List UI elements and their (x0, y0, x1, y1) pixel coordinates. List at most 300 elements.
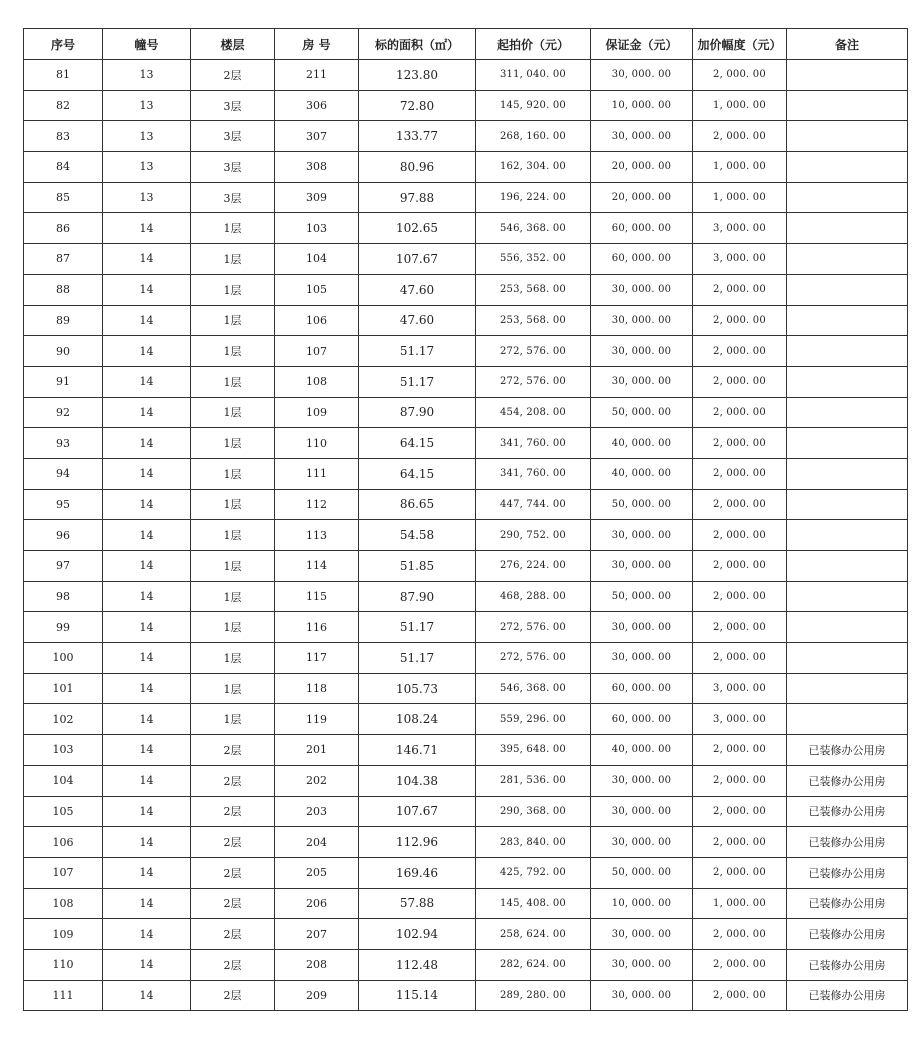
area-cell: 86.65 (359, 489, 476, 520)
serial-no-cell: 96 (24, 520, 103, 551)
serial-no-cell: 104 (24, 765, 103, 796)
remarks-cell (787, 458, 908, 489)
bid-increment-cell: 2, 000. 00 (693, 919, 787, 950)
building-no-cell: 14 (103, 520, 191, 551)
header-area: 标的面积（㎡） (359, 29, 476, 60)
floor-cell: 2层 (191, 949, 275, 980)
deposit-cell: 10, 000. 00 (591, 888, 693, 919)
deposit-cell: 10, 000. 00 (591, 90, 693, 121)
building-no-cell: 14 (103, 336, 191, 367)
header-floor: 楼层 (191, 29, 275, 60)
building-no-cell: 14 (103, 888, 191, 919)
bid-increment-cell: 2, 000. 00 (693, 857, 787, 888)
building-no-cell: 13 (103, 152, 191, 183)
room-no-cell: 207 (275, 919, 359, 950)
table-row (24, 520, 908, 551)
area-cell: 72.80 (359, 90, 476, 121)
area-cell: 51.17 (359, 366, 476, 397)
floor-cell: 2层 (191, 827, 275, 858)
room-no-cell: 202 (275, 765, 359, 796)
bid-increment-cell: 2, 000. 00 (693, 949, 787, 980)
bid-increment-cell: 2, 000. 00 (693, 397, 787, 428)
starting-price-cell: 311, 040. 00 (476, 60, 591, 91)
serial-no-cell: 98 (24, 581, 103, 612)
building-no-cell: 13 (103, 60, 191, 91)
serial-no-cell: 84 (24, 152, 103, 183)
starting-price-cell: 272, 576. 00 (476, 366, 591, 397)
room-no-cell: 113 (275, 520, 359, 551)
bid-increment-cell: 2, 000. 00 (693, 458, 787, 489)
area-cell: 112.48 (359, 949, 476, 980)
room-no-cell: 107 (275, 336, 359, 367)
serial-no-cell: 110 (24, 949, 103, 980)
table-row (24, 735, 908, 766)
room-no-cell: 114 (275, 551, 359, 582)
bid-increment-cell: 1, 000. 00 (693, 152, 787, 183)
building-no-cell: 14 (103, 244, 191, 275)
building-no-cell: 14 (103, 489, 191, 520)
starting-price-cell: 290, 752. 00 (476, 520, 591, 551)
starting-price-cell: 546, 368. 00 (476, 213, 591, 244)
bid-increment-cell: 2, 000. 00 (693, 520, 787, 551)
deposit-cell: 40, 000. 00 (591, 458, 693, 489)
floor-cell: 2层 (191, 919, 275, 950)
room-no-cell: 204 (275, 827, 359, 858)
remarks-cell: 已装修办公用房 (787, 919, 908, 950)
area-cell: 87.90 (359, 581, 476, 612)
floor-cell: 1层 (191, 274, 275, 305)
building-no-cell: 13 (103, 182, 191, 213)
deposit-cell: 30, 000. 00 (591, 612, 693, 643)
building-no-cell: 14 (103, 213, 191, 244)
floor-cell: 1层 (191, 612, 275, 643)
area-cell: 115.14 (359, 980, 476, 1011)
building-no-cell: 14 (103, 919, 191, 950)
starting-price-cell: 272, 576. 00 (476, 612, 591, 643)
remarks-cell (787, 643, 908, 674)
table-row (24, 612, 908, 643)
starting-price-cell: 145, 408. 00 (476, 888, 591, 919)
room-no-cell: 112 (275, 489, 359, 520)
table-row (24, 428, 908, 459)
deposit-cell: 50, 000. 00 (591, 397, 693, 428)
table-row (24, 244, 908, 275)
deposit-cell: 50, 000. 00 (591, 489, 693, 520)
area-cell: 146.71 (359, 735, 476, 766)
deposit-cell: 30, 000. 00 (591, 827, 693, 858)
table-row (24, 857, 908, 888)
header-room-no: 房 号 (275, 29, 359, 60)
room-no-cell: 108 (275, 366, 359, 397)
area-cell: 108.24 (359, 704, 476, 735)
bid-increment-cell: 3, 000. 00 (693, 704, 787, 735)
room-no-cell: 309 (275, 182, 359, 213)
serial-no-cell: 82 (24, 90, 103, 121)
building-no-cell: 14 (103, 581, 191, 612)
table-row (24, 581, 908, 612)
serial-no-cell: 108 (24, 888, 103, 919)
starting-price-cell: 395, 648. 00 (476, 735, 591, 766)
floor-cell: 2层 (191, 857, 275, 888)
table-row (24, 949, 908, 980)
area-cell: 105.73 (359, 673, 476, 704)
deposit-cell: 30, 000. 00 (591, 765, 693, 796)
area-cell: 51.17 (359, 336, 476, 367)
remarks-cell (787, 397, 908, 428)
building-no-cell: 14 (103, 735, 191, 766)
deposit-cell: 20, 000. 00 (591, 182, 693, 213)
floor-cell: 2层 (191, 980, 275, 1011)
building-no-cell: 14 (103, 796, 191, 827)
deposit-cell: 30, 000. 00 (591, 336, 693, 367)
building-no-cell: 14 (103, 305, 191, 336)
remarks-cell: 已装修办公用房 (787, 735, 908, 766)
starting-price-cell: 272, 576. 00 (476, 336, 591, 367)
starting-price-cell: 282, 624. 00 (476, 949, 591, 980)
starting-price-cell: 268, 160. 00 (476, 121, 591, 152)
remarks-cell: 已装修办公用房 (787, 980, 908, 1011)
room-no-cell: 119 (275, 704, 359, 735)
deposit-cell: 30, 000. 00 (591, 305, 693, 336)
remarks-cell (787, 244, 908, 275)
starting-price-cell: 196, 224. 00 (476, 182, 591, 213)
bid-increment-cell: 2, 000. 00 (693, 60, 787, 91)
building-no-cell: 14 (103, 397, 191, 428)
remarks-cell (787, 152, 908, 183)
room-no-cell: 104 (275, 244, 359, 275)
remarks-cell: 已装修办公用房 (787, 949, 908, 980)
serial-no-cell: 88 (24, 274, 103, 305)
serial-no-cell: 85 (24, 182, 103, 213)
area-cell: 47.60 (359, 305, 476, 336)
remarks-cell (787, 336, 908, 367)
floor-cell: 1层 (191, 704, 275, 735)
room-no-cell: 116 (275, 612, 359, 643)
bid-increment-cell: 3, 000. 00 (693, 213, 787, 244)
serial-no-cell: 105 (24, 796, 103, 827)
table-row (24, 489, 908, 520)
remarks-cell (787, 428, 908, 459)
table-row (24, 796, 908, 827)
building-no-cell: 14 (103, 980, 191, 1011)
table-row (24, 60, 908, 91)
starting-price-cell: 468, 288. 00 (476, 581, 591, 612)
building-no-cell: 14 (103, 551, 191, 582)
room-no-cell: 109 (275, 397, 359, 428)
table-row (24, 121, 908, 152)
starting-price-cell: 290, 368. 00 (476, 796, 591, 827)
starting-price-cell: 253, 568. 00 (476, 274, 591, 305)
bid-increment-cell: 2, 000. 00 (693, 796, 787, 827)
floor-cell: 3层 (191, 152, 275, 183)
starting-price-cell: 145, 920. 00 (476, 90, 591, 121)
bid-increment-cell: 2, 000. 00 (693, 489, 787, 520)
header-deposit: 保证金（元） (591, 29, 693, 60)
header-remarks: 备注 (787, 29, 908, 60)
floor-cell: 1层 (191, 213, 275, 244)
table-row (24, 919, 908, 950)
area-cell: 102.65 (359, 213, 476, 244)
table-row (24, 673, 908, 704)
serial-no-cell: 100 (24, 643, 103, 674)
table-row (24, 704, 908, 735)
serial-no-cell: 92 (24, 397, 103, 428)
remarks-cell (787, 305, 908, 336)
remarks-cell (787, 366, 908, 397)
remarks-cell (787, 60, 908, 91)
floor-cell: 1层 (191, 551, 275, 582)
deposit-cell: 20, 000. 00 (591, 152, 693, 183)
serial-no-cell: 102 (24, 704, 103, 735)
area-cell: 47.60 (359, 274, 476, 305)
starting-price-cell: 253, 568. 00 (476, 305, 591, 336)
room-no-cell: 205 (275, 857, 359, 888)
deposit-cell: 30, 000. 00 (591, 949, 693, 980)
area-cell: 107.67 (359, 244, 476, 275)
table-row (24, 765, 908, 796)
serial-no-cell: 94 (24, 458, 103, 489)
room-no-cell: 106 (275, 305, 359, 336)
starting-price-cell: 425, 792. 00 (476, 857, 591, 888)
serial-no-cell: 90 (24, 336, 103, 367)
building-no-cell: 13 (103, 90, 191, 121)
serial-no-cell: 89 (24, 305, 103, 336)
floor-cell: 1层 (191, 305, 275, 336)
remarks-cell: 已装修办公用房 (787, 888, 908, 919)
table-row (24, 888, 908, 919)
area-cell: 133.77 (359, 121, 476, 152)
serial-no-cell: 93 (24, 428, 103, 459)
bid-increment-cell: 2, 000. 00 (693, 121, 787, 152)
serial-no-cell: 97 (24, 551, 103, 582)
building-no-cell: 14 (103, 765, 191, 796)
starting-price-cell: 341, 760. 00 (476, 428, 591, 459)
remarks-cell: 已装修办公用房 (787, 765, 908, 796)
building-no-cell: 14 (103, 704, 191, 735)
table-row (24, 336, 908, 367)
area-cell: 51.85 (359, 551, 476, 582)
deposit-cell: 30, 000. 00 (591, 366, 693, 397)
remarks-cell (787, 489, 908, 520)
room-no-cell: 308 (275, 152, 359, 183)
building-no-cell: 14 (103, 643, 191, 674)
building-no-cell: 14 (103, 827, 191, 858)
starting-price-cell: 556, 352. 00 (476, 244, 591, 275)
bid-increment-cell: 1, 000. 00 (693, 182, 787, 213)
bid-increment-cell: 2, 000. 00 (693, 827, 787, 858)
starting-price-cell: 162, 304. 00 (476, 152, 591, 183)
auction-listing-table (23, 28, 908, 1011)
table-row (24, 213, 908, 244)
starting-price-cell: 546, 368. 00 (476, 673, 591, 704)
room-no-cell: 111 (275, 458, 359, 489)
area-cell: 57.88 (359, 888, 476, 919)
bid-increment-cell: 2, 000. 00 (693, 336, 787, 367)
table-row (24, 458, 908, 489)
starting-price-cell: 289, 280. 00 (476, 980, 591, 1011)
area-cell: 112.96 (359, 827, 476, 858)
area-cell: 54.58 (359, 520, 476, 551)
serial-no-cell: 83 (24, 121, 103, 152)
serial-no-cell: 95 (24, 489, 103, 520)
bid-increment-cell: 3, 000. 00 (693, 244, 787, 275)
deposit-cell: 60, 000. 00 (591, 704, 693, 735)
table-row (24, 397, 908, 428)
table-row (24, 90, 908, 121)
building-no-cell: 14 (103, 274, 191, 305)
bid-increment-cell: 2, 000. 00 (693, 274, 787, 305)
floor-cell: 1层 (191, 520, 275, 551)
building-no-cell: 14 (103, 949, 191, 980)
serial-no-cell: 99 (24, 612, 103, 643)
serial-no-cell: 91 (24, 366, 103, 397)
bid-increment-cell: 3, 000. 00 (693, 673, 787, 704)
serial-no-cell: 87 (24, 244, 103, 275)
bid-increment-cell: 2, 000. 00 (693, 980, 787, 1011)
bid-increment-cell: 2, 000. 00 (693, 428, 787, 459)
deposit-cell: 30, 000. 00 (591, 551, 693, 582)
deposit-cell: 50, 000. 00 (591, 857, 693, 888)
remarks-cell (787, 520, 908, 551)
floor-cell: 2层 (191, 60, 275, 91)
deposit-cell: 30, 000. 00 (591, 919, 693, 950)
table-row (24, 152, 908, 183)
floor-cell: 2层 (191, 796, 275, 827)
bid-increment-cell: 2, 000. 00 (693, 551, 787, 582)
floor-cell: 1层 (191, 428, 275, 459)
area-cell: 64.15 (359, 428, 476, 459)
table-row (24, 274, 908, 305)
area-cell: 97.88 (359, 182, 476, 213)
remarks-cell (787, 551, 908, 582)
header-serial-no: 序号 (24, 29, 103, 60)
bid-increment-cell: 2, 000. 00 (693, 581, 787, 612)
room-no-cell: 105 (275, 274, 359, 305)
area-cell: 64.15 (359, 458, 476, 489)
floor-cell: 1层 (191, 336, 275, 367)
table-row (24, 551, 908, 582)
area-cell: 51.17 (359, 643, 476, 674)
building-no-cell: 14 (103, 366, 191, 397)
deposit-cell: 30, 000. 00 (591, 980, 693, 1011)
bid-increment-cell: 2, 000. 00 (693, 612, 787, 643)
floor-cell: 3层 (191, 121, 275, 152)
serial-no-cell: 107 (24, 857, 103, 888)
building-no-cell: 13 (103, 121, 191, 152)
deposit-cell: 30, 000. 00 (591, 643, 693, 674)
floor-cell: 1层 (191, 673, 275, 704)
remarks-cell (787, 704, 908, 735)
deposit-cell: 60, 000. 00 (591, 673, 693, 704)
bid-increment-cell: 2, 000. 00 (693, 765, 787, 796)
area-cell: 87.90 (359, 397, 476, 428)
floor-cell: 1层 (191, 397, 275, 428)
serial-no-cell: 106 (24, 827, 103, 858)
starting-price-cell: 454, 208. 00 (476, 397, 591, 428)
building-no-cell: 14 (103, 458, 191, 489)
room-no-cell: 211 (275, 60, 359, 91)
floor-cell: 3层 (191, 182, 275, 213)
building-no-cell: 14 (103, 673, 191, 704)
bid-increment-cell: 1, 000. 00 (693, 90, 787, 121)
building-no-cell: 14 (103, 857, 191, 888)
bid-increment-cell: 2, 000. 00 (693, 366, 787, 397)
deposit-cell: 30, 000. 00 (591, 520, 693, 551)
starting-price-cell: 272, 576. 00 (476, 643, 591, 674)
room-no-cell: 201 (275, 735, 359, 766)
area-cell: 104.38 (359, 765, 476, 796)
deposit-cell: 40, 000. 00 (591, 428, 693, 459)
remarks-cell (787, 274, 908, 305)
area-cell: 80.96 (359, 152, 476, 183)
table-row (24, 980, 908, 1011)
deposit-cell: 30, 000. 00 (591, 60, 693, 91)
table-row (24, 182, 908, 213)
serial-no-cell: 81 (24, 60, 103, 91)
room-no-cell: 117 (275, 643, 359, 674)
building-no-cell: 14 (103, 612, 191, 643)
starting-price-cell: 447, 744. 00 (476, 489, 591, 520)
serial-no-cell: 101 (24, 673, 103, 704)
floor-cell: 1层 (191, 458, 275, 489)
serial-no-cell: 103 (24, 735, 103, 766)
serial-no-cell: 86 (24, 213, 103, 244)
deposit-cell: 30, 000. 00 (591, 121, 693, 152)
room-no-cell: 203 (275, 796, 359, 827)
building-no-cell: 14 (103, 428, 191, 459)
bid-increment-cell: 2, 000. 00 (693, 643, 787, 674)
deposit-cell: 60, 000. 00 (591, 244, 693, 275)
room-no-cell: 115 (275, 581, 359, 612)
header-bid-increment: 加价幅度（元） (693, 29, 787, 60)
remarks-cell (787, 213, 908, 244)
deposit-cell: 30, 000. 00 (591, 274, 693, 305)
table-row (24, 827, 908, 858)
table-row (24, 305, 908, 336)
remarks-cell (787, 581, 908, 612)
area-cell: 51.17 (359, 612, 476, 643)
floor-cell: 3层 (191, 90, 275, 121)
remarks-cell (787, 612, 908, 643)
starting-price-cell: 276, 224. 00 (476, 551, 591, 582)
floor-cell: 2层 (191, 735, 275, 766)
header-row (24, 29, 908, 60)
room-no-cell: 307 (275, 121, 359, 152)
floor-cell: 1层 (191, 581, 275, 612)
room-no-cell: 208 (275, 949, 359, 980)
remarks-cell (787, 90, 908, 121)
deposit-cell: 40, 000. 00 (591, 735, 693, 766)
area-cell: 169.46 (359, 857, 476, 888)
room-no-cell: 306 (275, 90, 359, 121)
bid-increment-cell: 2, 000. 00 (693, 305, 787, 336)
bid-increment-cell: 2, 000. 00 (693, 735, 787, 766)
header-starting-price: 起拍价（元） (476, 29, 591, 60)
remarks-cell (787, 673, 908, 704)
remarks-cell: 已装修办公用房 (787, 827, 908, 858)
deposit-cell: 50, 000. 00 (591, 581, 693, 612)
area-cell: 102.94 (359, 919, 476, 950)
table-row (24, 366, 908, 397)
floor-cell: 1层 (191, 643, 275, 674)
starting-price-cell: 283, 840. 00 (476, 827, 591, 858)
starting-price-cell: 559, 296. 00 (476, 704, 591, 735)
starting-price-cell: 258, 624. 00 (476, 919, 591, 950)
room-no-cell: 110 (275, 428, 359, 459)
floor-cell: 1层 (191, 366, 275, 397)
room-no-cell: 103 (275, 213, 359, 244)
floor-cell: 1层 (191, 489, 275, 520)
